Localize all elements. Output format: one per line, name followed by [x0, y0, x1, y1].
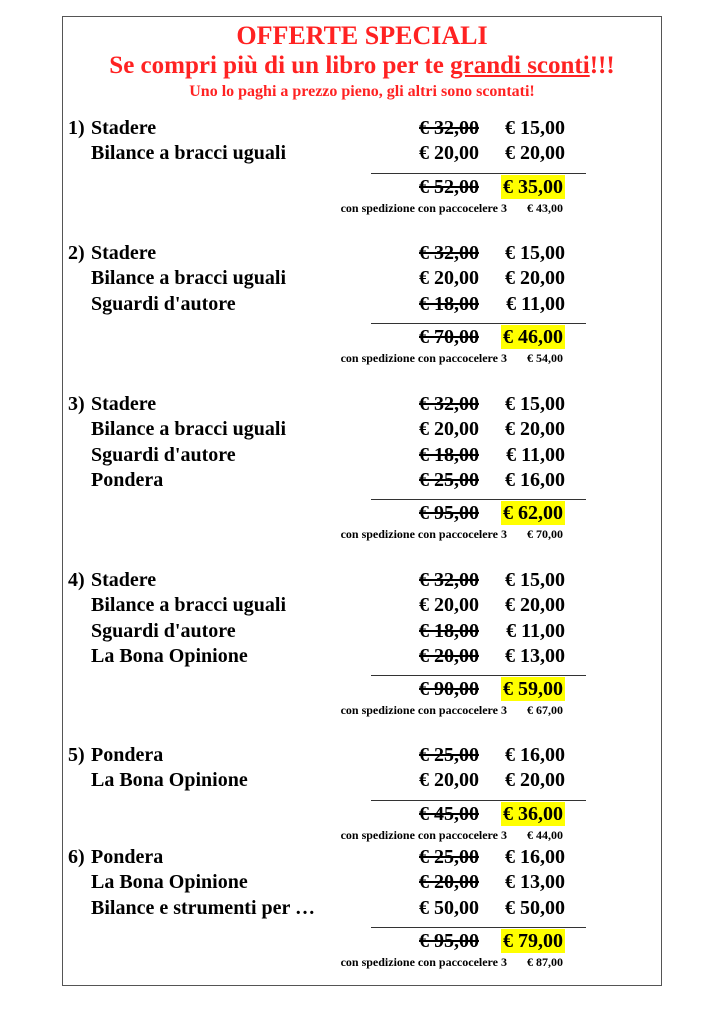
full-price: € 25,00: [419, 744, 479, 766]
total-offer-price: € 59,00: [503, 678, 563, 701]
full-price: € 20,00: [419, 594, 479, 617]
shipping-row: [0, 350, 724, 366]
pricing-note: Uno lo paghi a prezzo pieno, gli altri sono scontati!: [189, 83, 535, 100]
book-title: Bilance a bracci uguali: [91, 142, 286, 165]
offer-item-row: [0, 870, 724, 895]
offer-block: [0, 845, 724, 970]
subtitle-underlined-text: grandi sconti: [450, 52, 590, 79]
offer-item-row: [0, 116, 724, 141]
offer-number: 6): [68, 846, 85, 868]
total-offer-price: € 35,00: [503, 175, 563, 198]
offer-price: € 13,00: [505, 871, 565, 894]
offer-block: [0, 568, 724, 718]
offer-block: [0, 116, 724, 216]
book-title: Stadere: [91, 242, 157, 264]
book-title: Sguardi d'autore: [91, 292, 236, 315]
full-price: € 20,00: [419, 769, 479, 792]
full-price: € 32,00: [419, 569, 479, 591]
offer-price: € 20,00: [505, 594, 565, 617]
shipping-label: con spedizione con paccocelere 3: [340, 954, 507, 969]
shipping-price: € 44,00: [527, 827, 563, 842]
book-title: La Bona Opinione: [91, 644, 248, 667]
offer-price: € 11,00: [506, 292, 565, 315]
offer-item-row: [0, 768, 724, 793]
full-price: € 20,00: [419, 267, 479, 290]
shipping-row: [0, 954, 724, 970]
full-price: € 50,00: [419, 896, 479, 919]
offer-item-row: [0, 568, 724, 593]
offer-item-row: [0, 468, 724, 493]
offer-item-row: [0, 266, 724, 291]
book-title: Bilance a bracci uguali: [91, 267, 286, 290]
subtitle-exclamation: !!!: [589, 52, 615, 79]
offer-item-row: [0, 593, 724, 618]
offer-item-row: [0, 743, 724, 768]
offer-number: 2): [68, 242, 85, 264]
shipping-price: € 87,00: [527, 954, 563, 969]
full-price: € 18,00: [419, 292, 479, 315]
shipping-label: con spedizione con paccocelere 3: [340, 350, 507, 365]
offer-number: 1): [68, 117, 85, 139]
full-price: € 32,00: [419, 117, 479, 139]
book-title: Pondera: [91, 744, 164, 766]
offer-price: € 20,00: [505, 418, 565, 441]
full-price: € 20,00: [419, 871, 479, 894]
book-title: Sguardi d'autore: [91, 619, 236, 642]
total-offer-price: € 46,00: [503, 325, 563, 348]
offer-number: 5): [68, 744, 85, 766]
total-row: [0, 324, 724, 350]
offer-price: € 20,00: [505, 267, 565, 290]
book-title: La Bona Opinione: [91, 871, 248, 894]
total-row: [0, 174, 724, 200]
offer-item-row: [0, 392, 724, 417]
total-full-price: € 90,00: [419, 678, 479, 701]
full-price: € 25,00: [419, 846, 479, 868]
total-row: [0, 928, 724, 954]
total-row: [0, 801, 724, 827]
offer-item-row: [0, 619, 724, 644]
offer-price: € 13,00: [505, 644, 565, 667]
offer-price: € 20,00: [505, 769, 565, 792]
offer-number: 3): [68, 393, 85, 415]
shipping-label: con spedizione con paccocelere 3: [340, 200, 507, 215]
total-full-price: € 70,00: [419, 325, 479, 348]
offer-item-row: [0, 417, 724, 442]
shipping-row: [0, 200, 724, 216]
total-row: [0, 500, 724, 526]
book-title: Bilance a bracci uguali: [91, 418, 286, 441]
book-title: Pondera: [91, 468, 164, 491]
shipping-row: [0, 526, 724, 542]
offer-block: [0, 241, 724, 366]
offer-block: [0, 392, 724, 542]
offer-price: € 50,00: [505, 896, 565, 919]
book-title: Sguardi d'autore: [91, 443, 236, 466]
shipping-row: [0, 702, 724, 718]
full-price: € 20,00: [419, 142, 479, 165]
offer-price: € 20,00: [505, 142, 565, 165]
full-price: € 18,00: [419, 443, 479, 466]
full-price: € 32,00: [419, 242, 479, 264]
total-offer-price: € 36,00: [503, 802, 563, 825]
book-title: Pondera: [91, 846, 164, 868]
offer-price: € 15,00: [505, 393, 565, 415]
full-price: € 20,00: [419, 644, 479, 667]
total-row: [0, 676, 724, 702]
offer-item-row: [0, 644, 724, 669]
offer-price: € 16,00: [505, 468, 565, 491]
shipping-price: € 67,00: [527, 703, 563, 718]
shipping-price: € 54,00: [527, 350, 563, 365]
subtitle-text: Se compri più di un libro per te: [109, 52, 451, 79]
total-offer-price: € 79,00: [503, 929, 563, 952]
offer-item-row: [0, 141, 724, 166]
offer-item-row: [0, 896, 724, 921]
book-title: La Bona Opinione: [91, 769, 248, 792]
total-full-price: € 95,00: [419, 502, 479, 525]
shipping-label: con spedizione con paccocelere 3: [340, 827, 507, 842]
offer-price: € 11,00: [506, 619, 565, 642]
offer-price: € 16,00: [505, 744, 565, 766]
offer-item-row: [0, 845, 724, 870]
shipping-label: con spedizione con paccocelere 3: [340, 703, 507, 718]
shipping-price: € 43,00: [527, 200, 563, 215]
book-title: Stadere: [91, 569, 157, 591]
book-title: Stadere: [91, 117, 157, 139]
offer-price: € 11,00: [506, 443, 565, 466]
offer-price: € 15,00: [505, 569, 565, 591]
book-title: Bilance e strumenti per …: [91, 896, 316, 919]
full-price: € 32,00: [419, 393, 479, 415]
page-subtitle: [62, 52, 662, 80]
full-price: € 20,00: [419, 418, 479, 441]
offer-price: € 15,00: [505, 242, 565, 264]
total-full-price: € 52,00: [419, 175, 479, 198]
book-title: Stadere: [91, 393, 157, 415]
offer-number: 4): [68, 569, 85, 591]
shipping-price: € 70,00: [527, 527, 563, 542]
shipping-label: con spedizione con paccocelere 3: [340, 527, 507, 542]
shipping-row: [0, 827, 724, 843]
offer-item-row: [0, 241, 724, 266]
total-full-price: € 95,00: [419, 929, 479, 952]
offer-block: [0, 743, 724, 843]
offer-price: € 16,00: [505, 846, 565, 868]
full-price: € 18,00: [419, 619, 479, 642]
offer-price: € 15,00: [505, 117, 565, 139]
page-title: OFFERTE SPECIALI: [236, 21, 488, 50]
offer-item-row: [0, 292, 724, 317]
full-price: € 25,00: [419, 468, 479, 491]
offer-item-row: [0, 443, 724, 468]
total-offer-price: € 62,00: [503, 502, 563, 525]
total-full-price: € 45,00: [419, 802, 479, 825]
book-title: Bilance a bracci uguali: [91, 594, 286, 617]
